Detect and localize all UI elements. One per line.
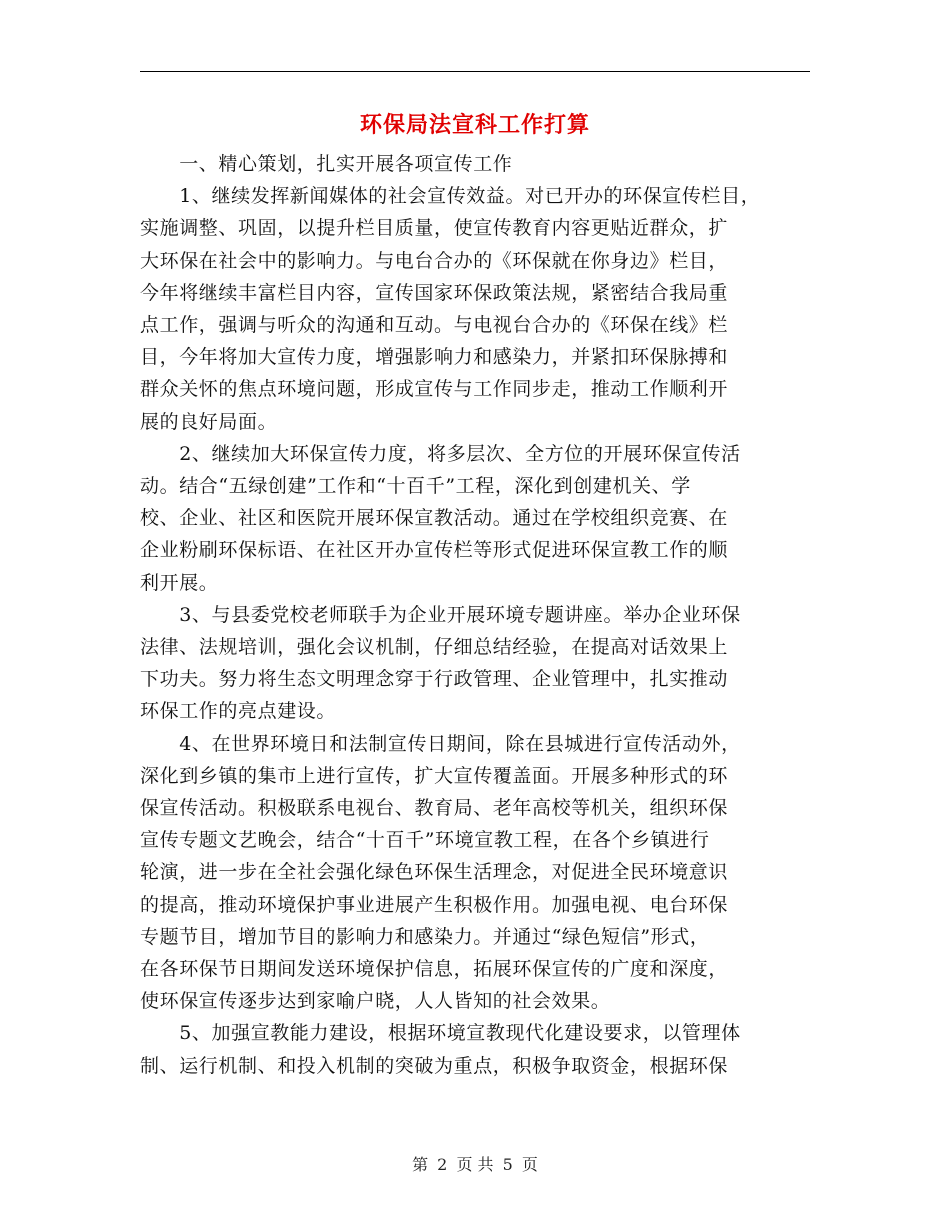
text-line: 大环保在社会中的影响力。与电台合办的《环保就在你身边》栏目， xyxy=(140,249,729,272)
page-prefix: 第 xyxy=(412,1155,429,1174)
text-line: 宣传专题文艺晚会，结合“十百千”环境宣教工程，在各个乡镇进行 xyxy=(140,829,710,852)
page-total: 5 xyxy=(502,1155,513,1174)
text-line: 专题节目，增加节目的影响力和感染力。并通过“绿色短信”形式， xyxy=(140,925,710,948)
text-line: 下功夫。努力将生态文明理念穿于行政管理、企业管理中，扎实推动 xyxy=(140,668,729,691)
text-line: 目，今年将加大宣传力度，增强影响力和感染力，并紧扣环保脉搏和 xyxy=(140,346,729,369)
text-line: 3、与县委党校老师联手为企业开展环境专题讲座。举办企业环保 xyxy=(140,603,741,626)
text-line: 点工作，强调与听众的沟通和互动。与电视台合办的《环保在线》栏 xyxy=(140,314,729,336)
page-current: 2 xyxy=(437,1155,448,1174)
text-line: 1、继续发挥新闻媒体的社会宣传效益。对已开办的环保宣传栏目， xyxy=(140,185,761,208)
text-line: 法律、法规培训，强化会议机制，仔细总结经验，在提高对话效果上 xyxy=(140,636,729,658)
text-line: 4、在世界环境日和法制宣传日期间，除在县城进行宣传活动外， xyxy=(140,732,741,755)
text-line: 校、企业、社区和医院开展环保宣教活动。通过在学校组织竞赛、在 xyxy=(140,507,729,530)
text-line: 深化到乡镇的集市上进行宣传，扩大宣传覆盖面。开展多种形式的环 xyxy=(140,764,729,787)
text-line: 制、运行机制、和投入机制的突破为重点，积极争取资金，根据环保 xyxy=(140,1054,729,1077)
text-line: 展的良好局面。 xyxy=(140,410,278,433)
document-title: 环保局法宣科工作打算 xyxy=(359,112,590,138)
text-line: 使环保宣传逐步达到家喻户晓，人人皆知的社会效果。 xyxy=(140,990,611,1013)
text-line: 实施调整、巩固，以提升栏目质量，使宣传教育内容更贴近群众，扩 xyxy=(140,217,729,240)
text-line: 群众关怀的焦点环境问题，形成宣传与工作同步走，推动工作顺利开 xyxy=(140,378,729,401)
text-line: 5、加强宣教能力建设，根据环境宣教现代化建设要求，以管理体 xyxy=(140,1022,741,1045)
text-line: 利开展。 xyxy=(140,571,219,594)
text-line: 保宣传活动。积极联系电视台、教育局、老年高校等机关，组织环保 xyxy=(140,797,729,819)
header-rule xyxy=(140,71,810,72)
text-line: 2、继续加大环保宣传力度，将多层次、全方位的开展环保宣传活 xyxy=(140,442,741,465)
text-line: 今年将继续丰富栏目内容，宣传国家环保政策法规，紧密结合我局重 xyxy=(140,281,729,304)
text-line: 的提高，推动环境保护事业进展产生积极作用。加强电视、电台环保 xyxy=(140,893,729,916)
text-line: 企业粉刷环保标语、在社区开办宣传栏等形式促进环保宣教工作的顺 xyxy=(140,539,729,562)
text-line: 轮演，进一步在全社会强化绿色环保生活理念，对促进全民环境意识 xyxy=(140,861,729,884)
text-line: 一、精心策划，扎实开展各项宣传工作 xyxy=(140,153,513,175)
text-line: 动。结合“五绿创建”工作和“十百千”工程，深化到创建机关、学 xyxy=(140,475,691,497)
text-line: 在各环保节日期间发送环境保护信息，拓展环保宣传的广度和深度， xyxy=(140,958,729,980)
page-suffix: 页 xyxy=(521,1155,538,1174)
text-line: 环保工作的亮点建设。 xyxy=(140,700,337,723)
page-mid: 页 共 xyxy=(456,1155,494,1174)
page-footer xyxy=(0,1153,950,1177)
